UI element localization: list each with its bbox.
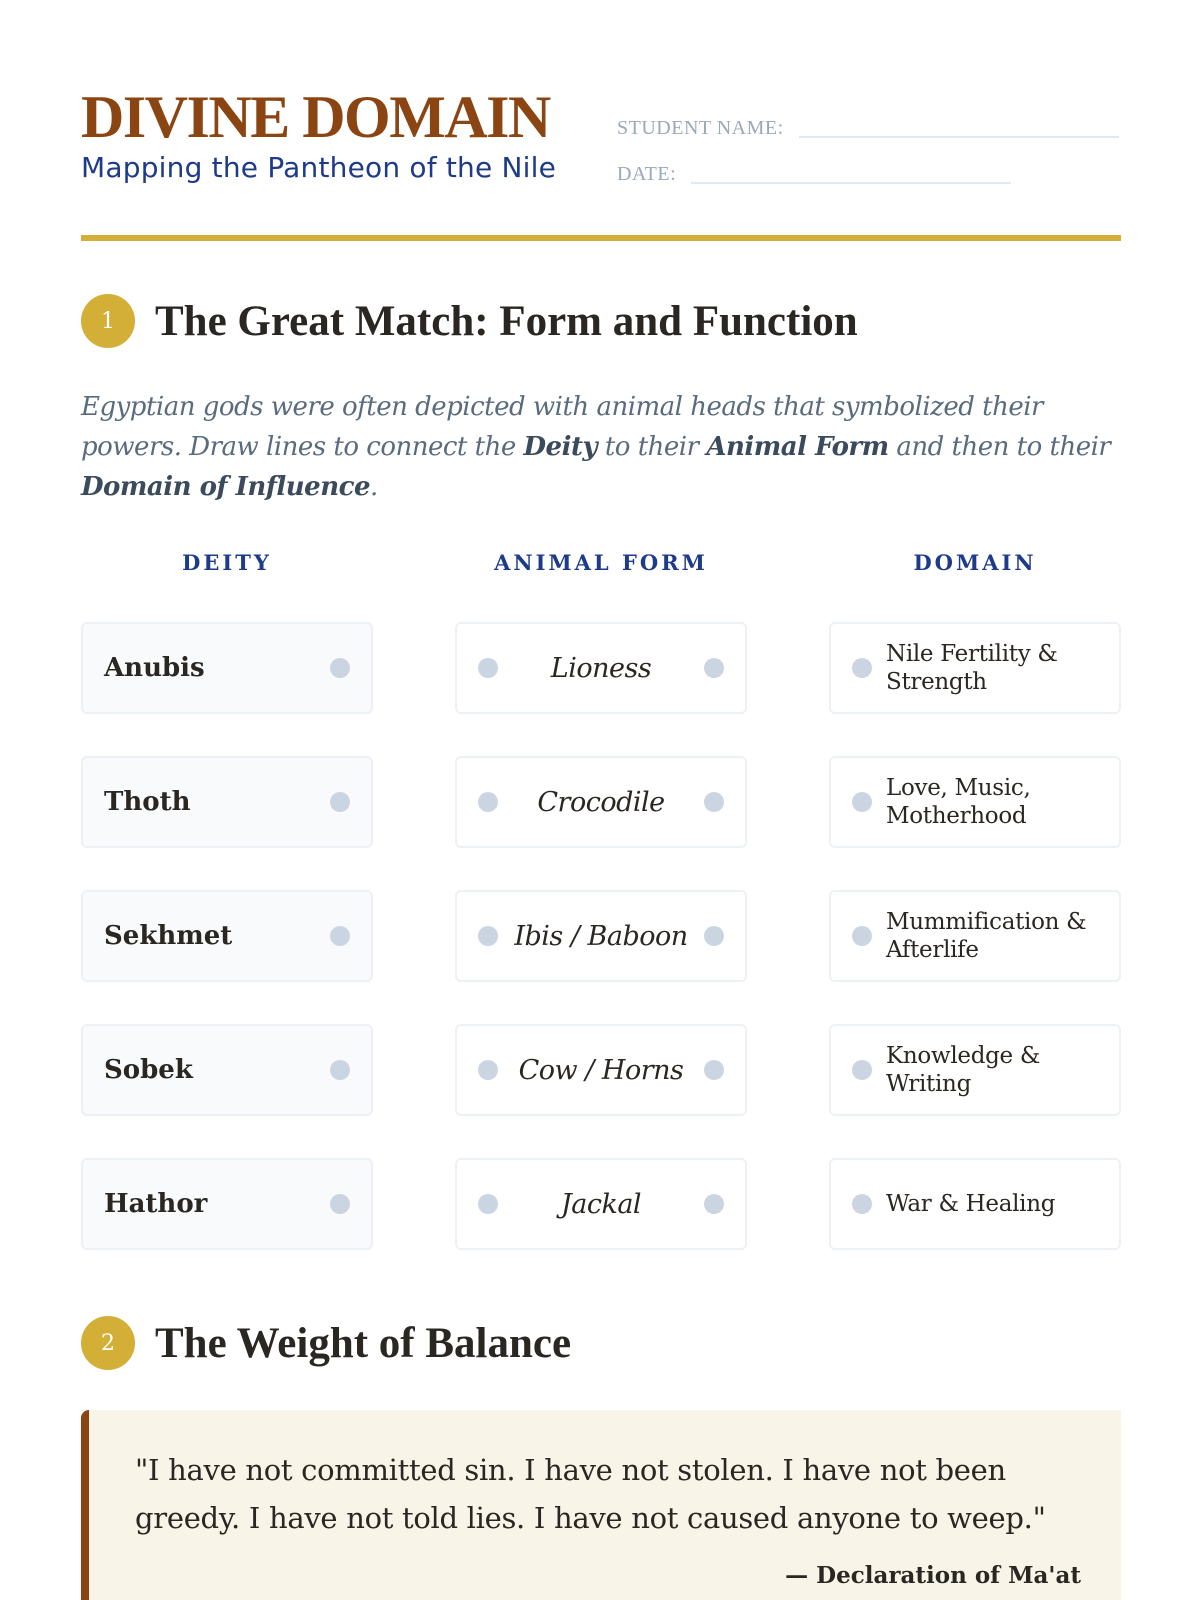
section-1-instructions: [81, 387, 1121, 507]
connector-dot[interactable]: [330, 1194, 350, 1214]
connector-dot[interactable]: [478, 658, 498, 678]
connector-dot[interactable]: [704, 792, 724, 812]
deity-card: [81, 756, 373, 848]
intro-text: Egyptian gods were often depicted with animal heads that symbolized their powers. Draw lines to connect the: [81, 392, 1043, 462]
date-line[interactable]: [691, 164, 1011, 184]
quote-text: "I have not committed sin. I have not stolen. I have not been greedy. I have not told lies. I have not caused anyone to weep.": [135, 1453, 1046, 1535]
date-field[interactable]: [617, 164, 1011, 184]
intro-emphasis-animal-form: Animal Form: [706, 432, 889, 462]
deity-card: [81, 1158, 373, 1250]
domain-card: [829, 1024, 1121, 1116]
connector-dot[interactable]: [852, 926, 872, 946]
connector-dot[interactable]: [852, 1060, 872, 1080]
animal-name: Crocodile: [537, 786, 665, 818]
deity-name: Sobek: [104, 1055, 193, 1085]
connector-dot[interactable]: [704, 1194, 724, 1214]
connector-dot[interactable]: [478, 1194, 498, 1214]
domain-name: Mummification & Afterlife: [886, 909, 1087, 963]
connector-dot[interactable]: [852, 1194, 872, 1214]
connector-dot[interactable]: [478, 1060, 498, 1080]
animal-card: [455, 756, 747, 848]
deity-card: [81, 890, 373, 982]
connector-dot[interactable]: [330, 926, 350, 946]
animal-card: [455, 890, 747, 982]
connector-dot[interactable]: [852, 792, 872, 812]
animal-card: [455, 622, 747, 714]
connector-dot[interactable]: [852, 658, 872, 678]
animal-name: Cow / Horns: [518, 1054, 684, 1086]
connector-dot[interactable]: [330, 792, 350, 812]
domain-card: [829, 756, 1121, 848]
connector-dot[interactable]: [330, 1060, 350, 1080]
domain-name: Nile Fertility & Strength: [886, 641, 1058, 695]
domain-name: Knowledge & Writing: [886, 1043, 1041, 1097]
column-header-deity: DEITY: [182, 550, 272, 575]
student-name-label: STUDENT NAME:: [617, 117, 784, 139]
connector-dot[interactable]: [330, 658, 350, 678]
deity-name: Thoth: [104, 787, 191, 817]
animal-card: [455, 1024, 747, 1116]
section-1-heading: [81, 294, 858, 348]
date-label: DATE:: [617, 163, 677, 185]
student-name-field[interactable]: [617, 118, 1119, 138]
deity-card: [81, 622, 373, 714]
section-2-heading: [81, 1316, 571, 1370]
column-header-domain: DOMAIN: [913, 550, 1037, 575]
student-name-line[interactable]: [799, 118, 1119, 138]
animal-name: Ibis / Baboon: [514, 920, 688, 952]
animal-name: Jackal: [560, 1188, 642, 1220]
domain-name: War & Healing: [886, 1191, 1056, 1217]
header-divider: [81, 235, 1121, 241]
worksheet-header: [81, 86, 1121, 242]
animal-card: [455, 1158, 747, 1250]
connector-dot[interactable]: [478, 792, 498, 812]
column-header-animal-form: ANIMAL FORM: [494, 550, 708, 575]
connector-dot[interactable]: [704, 658, 724, 678]
deity-name: Anubis: [104, 653, 205, 683]
intro-emphasis-deity: Deity: [523, 432, 598, 462]
intro-emphasis-domain: Domain of Influence: [81, 472, 371, 502]
section-number-badge: 1: [81, 294, 135, 348]
deity-card: [81, 1024, 373, 1116]
deity-name: Hathor: [104, 1189, 208, 1219]
connector-dot[interactable]: [704, 1060, 724, 1080]
section-title: The Weight of Balance: [155, 1319, 572, 1367]
domain-card: [829, 1158, 1121, 1250]
quote-attribution: — Declaration of Ma'at: [785, 1562, 1081, 1589]
intro-text: and then to their: [888, 432, 1111, 462]
page-subtitle: Mapping the Pantheon of the Nile: [81, 151, 557, 184]
domain-card: [829, 622, 1121, 714]
section-number-badge: 2: [81, 1316, 135, 1370]
domain-card: [829, 890, 1121, 982]
quote-box: [81, 1410, 1121, 1600]
connector-dot[interactable]: [704, 926, 724, 946]
domain-name: Love, Music, Motherhood: [886, 775, 1031, 829]
page-title: DIVINE DOMAIN: [81, 84, 550, 150]
intro-text: to their: [597, 432, 707, 462]
deity-name: Sekhmet: [104, 921, 233, 951]
intro-text: .: [370, 472, 378, 502]
animal-name: Lioness: [550, 652, 652, 684]
section-title: The Great Match: Form and Function: [155, 297, 858, 345]
connector-dot[interactable]: [478, 926, 498, 946]
